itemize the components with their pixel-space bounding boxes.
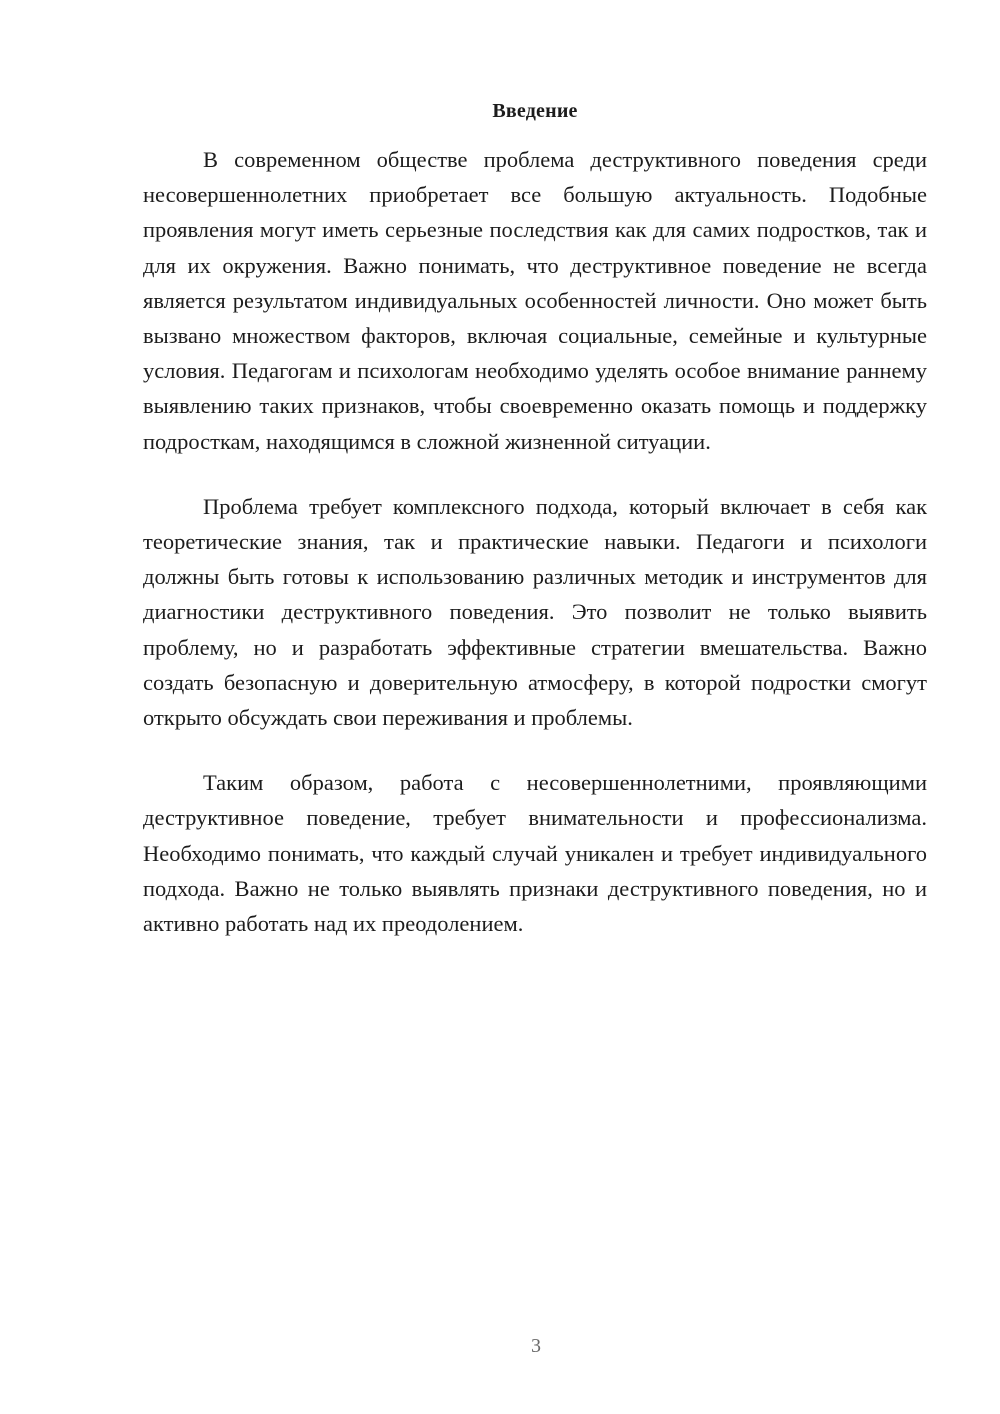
paragraph-1: В современном обществе проблема деструктивного поведения среди несовершеннолетних приобретает все большую актуальность. Подобные проявления могут иметь серьезные последствия как для самих подростков, так и для их окружения. Важно понимать, что деструктивное поведение не всегда является результатом индивидуальных особенностей личности. Оно может быть вызвано множеством факторов, включая социальные, семейные и культурные условия. Педагогам и психологам необходимо уделять особое внимание раннему выявлению таких признаков, чтобы своевременно оказать помощь и поддержку подросткам, находящимся в сложной жизненной ситуации. <box>143 147 927 454</box>
paragraph-3: Таким образом, работа с несовершеннолетними, проявляющими деструктивное поведение, требует внимательности и профессионализма. Необходимо понимать, что каждый случай уникален и требует индивидуального подхода. Важно не только выявлять признаки деструктивного поведения, но и активно работать над их преодолением. <box>143 770 927 937</box>
page-number: 3 <box>531 1335 541 1357</box>
paragraph-2: Проблема требует комплексного подхода, который включает в себя как теоретические знания, так и практические навыки. Педагоги и психологи должны быть готовы к использованию различных методик и инструментов для диагностики деструктивного поведения. Это позволит не только выявить проблему, но и разработать эффективные стратегии вмешательства. Важно создать безопасную и доверительную атмосферу, в которой подростки смогут открыто обсуждать свои переживания и проблемы. <box>143 493 927 731</box>
page-content <box>143 96 927 971</box>
section-heading: Введение <box>492 100 578 122</box>
